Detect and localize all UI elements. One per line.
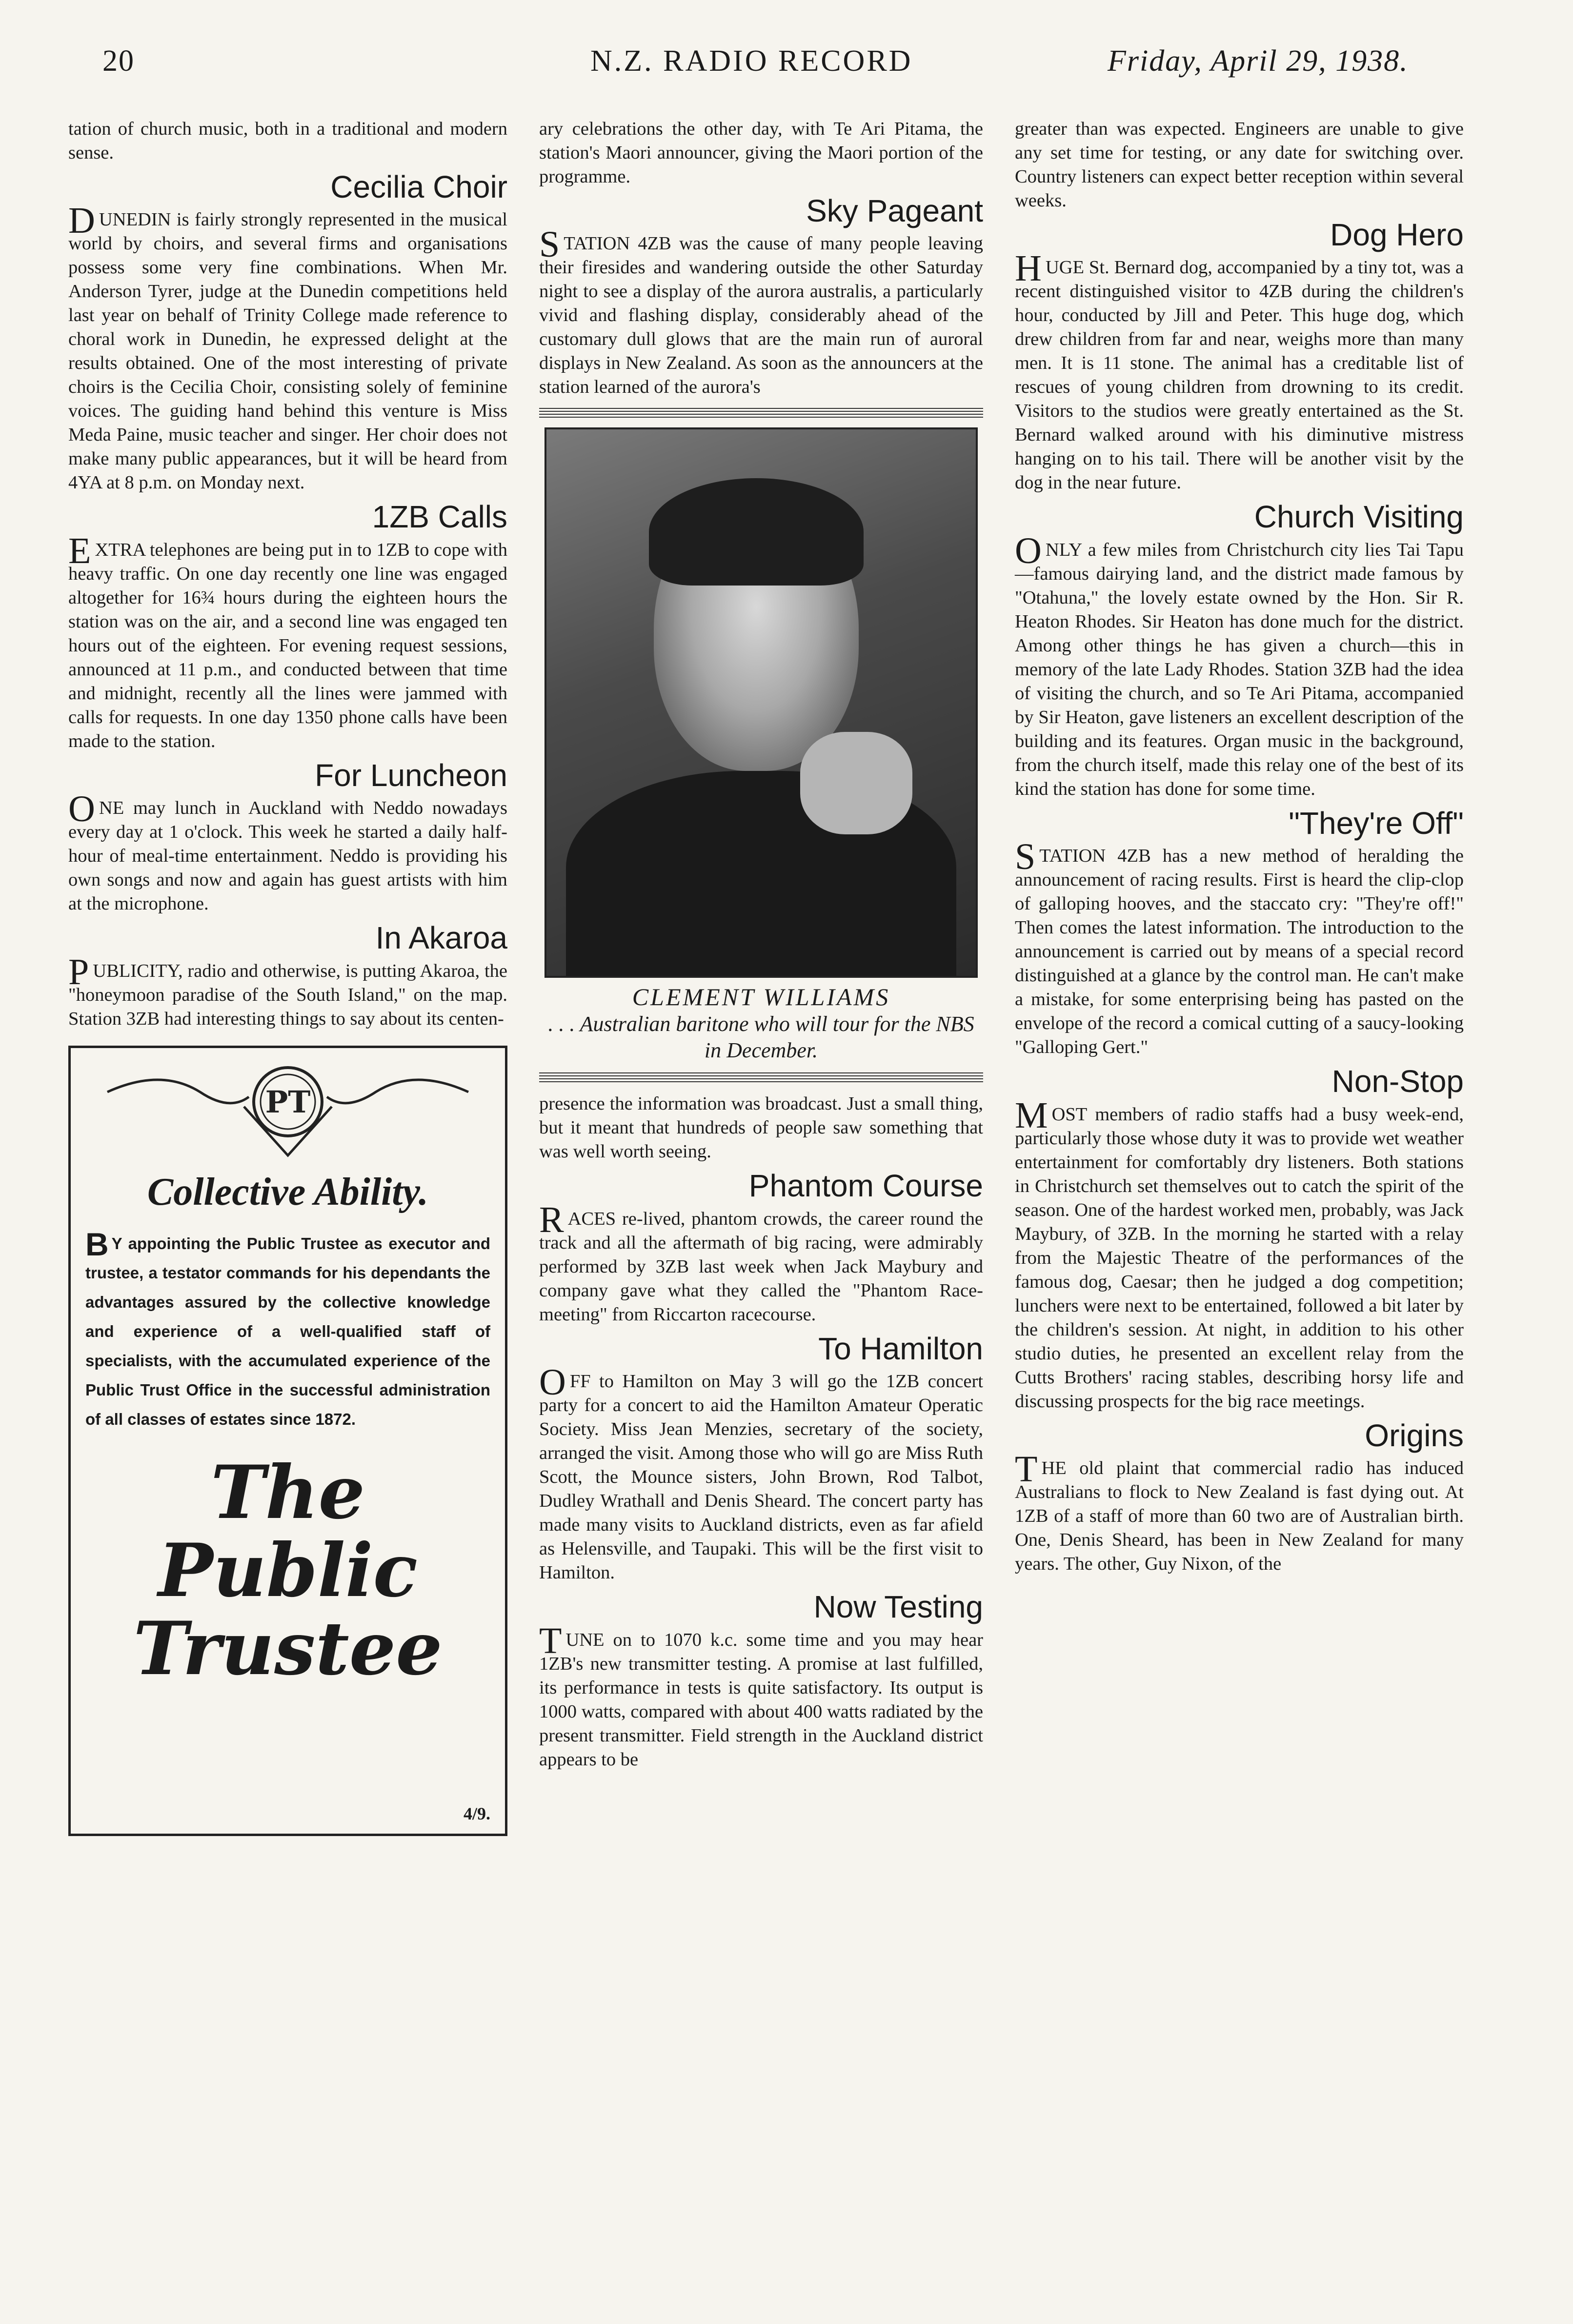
article-heading: Phantom Course xyxy=(748,1168,983,1204)
article-body xyxy=(68,951,507,1031)
masthead: N.Z. RADIO RECORD xyxy=(590,44,913,78)
article-cecilia-choir xyxy=(68,170,507,495)
article-heading: In Akaroa xyxy=(375,920,507,956)
caption-name: CLEMENT WILLIAMS xyxy=(632,983,890,1011)
article-church-visiting xyxy=(1015,500,1464,801)
article-heading: To Hamilton xyxy=(818,1331,983,1366)
column-1 xyxy=(68,117,507,1836)
ad-code: 4/9. xyxy=(463,1803,490,1823)
portrait-photo xyxy=(544,427,978,978)
article-heading: Dog Hero xyxy=(1330,217,1464,252)
article-text: UBLICITY, radio and otherwise, is putting Akaroa, the "honeymoon paradise of the South Island," on the map. Station 3ZB had interesting things to say about its centen- xyxy=(68,960,507,1029)
continued-text: ary celebrations the other day, with Te Ari Pitama, the station's Maori announcer, giving the Maori portion of the programme. xyxy=(539,119,983,187)
article-heading: Cecilia Choir xyxy=(330,169,507,204)
drop-cap: D xyxy=(68,200,95,242)
article-body xyxy=(539,1362,983,1585)
article-origins xyxy=(1015,1418,1464,1576)
decorative-rule xyxy=(539,1072,983,1083)
article-text: XTRA telephones are being put in to 1ZB to cope with heavy traffic. On one day recently one line was engaged altogether for 16¾ hours during the eighteen hours the station was on the air, and a second line was engaged ten hours out of the eighteen. For evening request sessions, announced at 11 p.m., and conducted between that time and midnight, recently all the lines were jammed with calls for requests. In one day 1350 phone calls have been made to the station. xyxy=(68,539,507,751)
continued-text: tation of church music, both in a traditional and modern sense. xyxy=(68,119,507,163)
public-trustee-advertisement xyxy=(68,1046,507,1836)
article-heading: "They're Off" xyxy=(1289,805,1464,841)
article-text: TATION 4ZB has a new method of heralding the announcement of racing results. First is heard the clip-clop of galloping hooves, and the staccato cry: "They're off!" Then comes the latest information. The introduction to the announcement is carried out by means of a special record distinguished at a glance by the control man. He can't make a mistake, for some enterprising being has pasted on the envelope of the record a comical cutting of a saucy-looking "Galloping Gert." xyxy=(1015,846,1464,1058)
drop-cap: M xyxy=(1015,1094,1048,1136)
drop-cap: R xyxy=(539,1199,564,1240)
article-body xyxy=(1015,1448,1464,1576)
decorative-rule xyxy=(539,408,983,419)
trustee-emblem-icon xyxy=(102,1063,473,1160)
article-to-hamilton xyxy=(539,1332,983,1585)
article-text: NE may lunch in Auckland with Neddo nowadays every day at 1 o'clock. This week he started a daily half-hour of meal-time entertainment. Neddo is providing his own songs and now and again has guest artists with him at the microphone. xyxy=(68,798,507,914)
continued-text: presence the information was broadcast. Just a small thing, but it meant that hundreds of people saw something that was well worth seeing. xyxy=(539,1093,983,1162)
article-body xyxy=(68,788,507,916)
photo-hand xyxy=(800,732,912,834)
drop-cap: S xyxy=(1015,836,1036,878)
photo-caption xyxy=(539,983,983,1064)
article-heading: Now Testing xyxy=(813,1589,983,1625)
article-text: ACES re-lived, phantom crowds, the career round the track and all the aftermath of big racing, were admirably performed by 3ZB last week when Jack Maybury and company gave what they called the "Phantom Race-meeting" from Riccarton racecourse. xyxy=(539,1208,983,1325)
article-body xyxy=(1015,530,1464,801)
article-body xyxy=(539,1199,983,1327)
article-heading: 1ZB Calls xyxy=(372,499,507,535)
article-text: NLY a few miles from Christchurch city lies Tai Tapu—famous dairying land, and the district made famous by "Otahuna," the lovely estate owned by the Hon. Sir R. Heaton Rhodes. Sir Heaton has done much for the district. Among other things he has given a church—this in memory of the late Lady Rhodes. Station 3ZB had the idea of visiting the church, and so Te Ari Pitama, accompanied by Sir Heaton, gave listeners an excellent description of the building and its features. Organ music in the background, from the church itself, made this relay one of the best of its kind the station has done for some time. xyxy=(1015,539,1464,799)
caption-description: . . . Australian baritone who will tour for the NBS in December. xyxy=(548,1012,974,1063)
article-heading: Sky Pageant xyxy=(806,193,983,228)
issue-date: Friday, April 29, 1938. xyxy=(1108,44,1409,78)
drop-cap: O xyxy=(539,1362,566,1403)
article-text: TATION 4ZB was the cause of many people leaving their firesides and wandering outside the other Saturday night to see a display of the aurora australis, a particularly vivid and flashing display, considerably ahead of the customary dull glows that are the main run of auroral displays in New Zealand. As soon as the announcers at the station learned of the aurora's xyxy=(539,233,983,398)
ad-body xyxy=(85,1226,490,1434)
article-text: FF to Hamilton on May 3 will go the 1ZB concert party for a concert to aid the Hamilton Amateur Operatic Society. Miss Jean Menzies, secretary of the society, arranged the visit. Among those who will go are Miss Ruth Scott, the Mounce sisters, John Brown, Rod Talbot, Dudley Wrathall and Denis Sheard. The concert party has made many visits to Auckland districts, even as far afield as Helensville, and Taupaki. This will be the first visit to Hamilton. xyxy=(539,1371,983,1583)
ad-title: Collective Ability. xyxy=(147,1170,429,1213)
page-header xyxy=(0,44,1573,88)
article-heading: For Luncheon xyxy=(315,757,507,793)
article-theyre-off xyxy=(1015,806,1464,1059)
article-dog-hero xyxy=(1015,218,1464,495)
photo-hair xyxy=(649,478,864,586)
drop-cap: B xyxy=(85,1226,109,1262)
column-2 xyxy=(539,117,983,1772)
article-text: UGE St. Bernard dog, accompanied by a tiny tot, was a recent distinguished visitor to 4ZB during the children's hour, conducted by Jill and Peter. This huge dog, which drew children from far and near, weighs more than many men. It is 11 stone. The animal has a creditable list of rescues of young children from drowning to its credit. Visitors to the studios were greatly entertained as the St. Bernard walked around with his diminutive mistress hanging on to his tail. There will be another visit by the dog in the near future. xyxy=(1015,257,1464,493)
drop-cap: T xyxy=(1015,1448,1038,1490)
article-body xyxy=(1015,248,1464,495)
article-for-luncheon xyxy=(68,758,507,916)
article-heading: Non-Stop xyxy=(1331,1064,1464,1099)
column-3 xyxy=(1015,117,1464,1576)
article-body xyxy=(68,530,507,753)
article-text: HE old plaint that commercial radio has induced Australians to flock to New Zealand is fast dying out. At 1ZB of a staff of more than 60 two are of Australian birth. One, Denis Sheard, has been in New Zealand for many years. The other, Guy Nixon, of the xyxy=(1015,1457,1464,1574)
drop-cap: T xyxy=(539,1620,562,1661)
article-text: OST members of radio staffs had a busy week-end, particularly those whose duty it was to provide wet weather entertainment for comfortably dry listeners. Both stations in Christchurch set themselves out to catch the spirit of the season. One of the hardest worked men, probably, was Jack Maybury, of 3ZB. In the morning he started with a relay from the Majestic Theatre of the performances of the famous dog, Caesar; then he judged a dog competition; lunchers were next to be entertained, followed a bit later by the children's session. At night, in addition to his other studio duties, he presented an excellent relay from the Cutts Brothers' racing stables, describing horsy life and discussing prospects for the big race meetings. xyxy=(1015,1104,1464,1412)
article-1zb-calls xyxy=(68,500,507,753)
drop-cap: P xyxy=(68,951,89,992)
article-text: UNEDIN is fairly strongly represented in the musical world by choirs, and several firms and organisations possess some very fine combinations. When Mr. Anderson Tyrer, judge at the Dunedin competitions held last year on behalf of Trinity College made reference to choral work in Dunedin, he expressed delight at the results obtained. One of the most interesting of private choirs is the Cecilia Choir, consisting solely of feminine voices. The guiding hand behind this venture is Miss Meda Paine, music teacher and singer. Her choir does not make many public appearances, but it will be heard from 4YA at 8 p.m. on Monday next. xyxy=(68,209,507,493)
page-number: 20 xyxy=(102,44,135,78)
article-body xyxy=(539,1620,983,1772)
ad-brand-logo: The Public Trustee xyxy=(133,1449,443,1692)
continued-text: greater than was expected. Engineers are unable to give any set time for testing, or any date for switching over. Country listeners can expect better reception within several weeks. xyxy=(1015,119,1464,211)
article-heading: Church Visiting xyxy=(1254,499,1464,535)
article-non-stop xyxy=(1015,1064,1464,1413)
article-body xyxy=(539,224,983,399)
article-now-testing xyxy=(539,1590,983,1771)
drop-cap: E xyxy=(68,530,91,571)
drop-cap: O xyxy=(1015,530,1042,571)
article-body xyxy=(68,200,507,495)
article-text: UNE on to 1070 k.c. some time and you may hear 1ZB's new transmitter testing. A promise at last fulfilled, its performance in tests is quite satisfactory. Its output is 1000 watts, compared with about 400 watts radiated by the present transmitter. Field strength in the Auckland district appears to be xyxy=(539,1629,983,1770)
article-in-akaroa xyxy=(68,921,507,1031)
article-sky-pageant xyxy=(539,194,983,399)
drop-cap: O xyxy=(68,788,95,830)
drop-cap: S xyxy=(539,224,560,265)
emblem-letters: PT xyxy=(265,1084,311,1120)
article-body xyxy=(1015,1094,1464,1414)
article-heading: Origins xyxy=(1365,1417,1464,1453)
drop-cap: H xyxy=(1015,248,1042,289)
ad-text: Y appointing the Public Trustee as executor and trustee, a testator commands for his dependants the advantages assured by the collective knowledge and experience of a well-qualified staff of specialists, with the accumulated experience of the Public Trust Office in the successful administration of all classes of estates since 1872. xyxy=(85,1234,490,1428)
article-body xyxy=(1015,836,1464,1059)
article-phantom-course xyxy=(539,1169,983,1326)
